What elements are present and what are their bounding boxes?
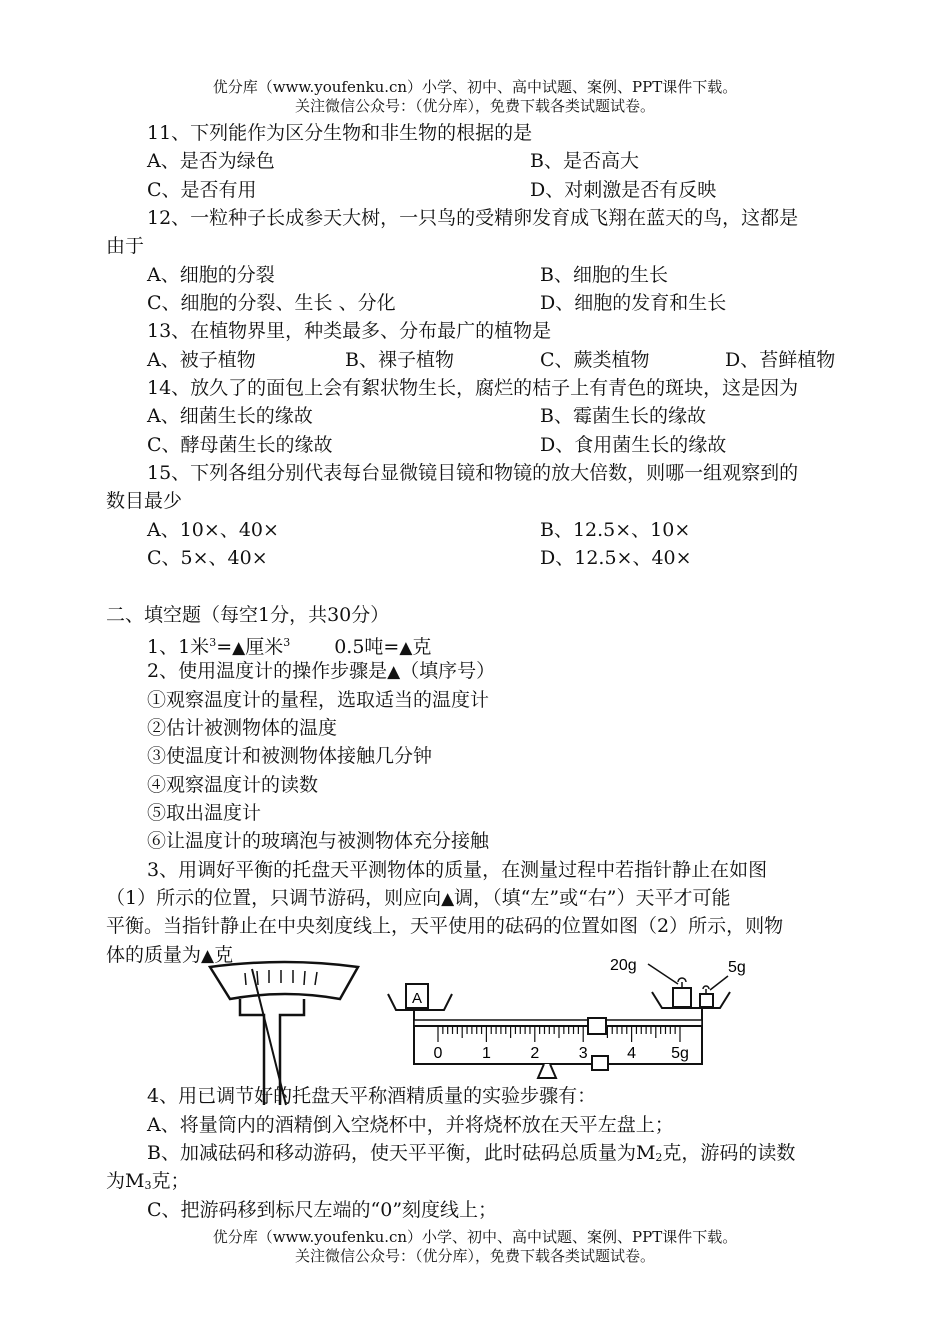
balance-scale-figure [380,952,746,1094]
fill4-step-c: C、把游码移到标尺左端的“0”刻度线上； [147,1199,498,1221]
label-20g: 20g [610,957,637,974]
answer-blank[interactable]: ▲ [201,946,215,966]
q13-stem: 13、在植物界里，种类最多、分布最广的植物是 [147,320,552,342]
answer-blank[interactable]: ▲ [232,638,246,658]
answer-blank[interactable]: ▲ [399,638,413,658]
q15-option-b: B、12.5×、10× [540,519,691,541]
scale-label: 1 [481,1045,491,1062]
q13-option-a: A、被子植物 [147,349,256,371]
pointer-dial-figure [200,955,370,1105]
answer-blank[interactable]: ▲ [387,662,401,682]
page-header-line1: 优分库（www.youfenku.cn）小学、初中、高中试题、案例、PPT课件下载。 [212,78,738,96]
q14-option-a: A、细菌生长的缘故 [147,405,313,427]
page-header-line2: 关注微信公众号：（优分库），免费下载各类试题试卷。 [294,97,655,115]
q11-option-b: B、是否高大 [530,150,639,172]
fill1-unit2: 克 [412,636,432,658]
q13-option-c: C、蕨类植物 [540,349,650,371]
q12-option-b: B、细胞的生长 [540,264,668,286]
fill2-step: ⑤取出温度计 [147,802,262,824]
q11-option-a: A、是否为绿色 [147,150,275,172]
fill1-part2: 0.5吨= [334,636,400,658]
page-footer-line2: 关注微信公众号：（优分库），免费下载各类试题试卷。 [294,1247,655,1265]
fill4-step-a: A、将量筒内的酒精倒入空烧杯中，并将烧杯放在天平左盘上； [147,1114,674,1136]
fill2-step: ④观察温度计的读数 [147,774,319,796]
scale-label: 4 [627,1045,637,1062]
scale-label: 0 [433,1045,443,1062]
q14-option-b: B、霉菌生长的缘故 [540,405,706,427]
q12-option-a: A、细胞的分裂 [147,264,275,286]
fill1-part1: 1、1米 [147,636,210,658]
q14-option-d: D、食用菌生长的缘故 [540,434,727,456]
fill2-step: ②估计被测物体的温度 [147,717,338,739]
fill4-stem: 4、用已调节好的托盘天平称酒精质量的实验步骤有： [147,1085,597,1107]
q12-stem-line2: 由于 [106,235,145,257]
weight-5g [700,994,713,1007]
q11-option-d: D、对刺激是否有反映 [530,179,717,201]
fill3-line2b: 调，（填“左”或“右”）天平才可能 [454,887,731,909]
q11-option-c: C、是否有用 [147,179,257,201]
fill1 [147,631,431,660]
q14-option-c: C、酵母菌生长的缘故 [147,434,333,456]
fill4-step-b-end: 克，游码的读数 [662,1142,796,1164]
label-5g: 5g [728,959,746,976]
fill4-m2-sub: 2 [655,1151,663,1164]
fill4-step-b2-text: 为M [106,1170,145,1192]
fulcrum [538,1064,556,1078]
fill1-unit1: 厘米 [245,636,284,658]
fill2-stem [147,659,495,684]
fill4-step-b2-end: 克； [151,1170,190,1192]
page-footer-line1: 优分库（www.youfenku.cn）小学、初中、高中试题、案例、PPT课件下载。 [212,1228,738,1246]
weight-20g [673,988,691,1007]
q12-option-c: C、细胞的分裂、生长 、分化 [147,292,396,314]
section2-title: 二、填空题（每空1分，共30分） [106,604,390,626]
fill3-line4b: 克 [214,944,234,966]
fill4-m3-sub: 3 [144,1179,152,1192]
rider-bottom [592,1056,608,1070]
q15-stem-line2: 数目最少 [106,490,183,512]
rider-top [588,1018,606,1034]
weight-5g-knob [703,986,709,994]
scale-label: 2 [530,1045,540,1062]
fill3-line4a: 体的质量为 [106,944,202,966]
weight-a-label: A [411,990,423,1007]
fill2-step: ①观察温度计的量程，选取适当的温度计 [147,689,490,711]
fill4-step-b [147,1141,795,1170]
fill2-stem-b: （填序号） [400,660,496,682]
q13-option-b: B、裸子植物 [345,349,454,371]
fill4-step-b-cont [106,1169,189,1198]
fill2-stem-a: 2、使用温度计的操作步骤是 [147,660,388,682]
answer-blank[interactable]: ▲ [441,889,455,909]
fill3-line3: 平衡。当指针静止在中央刻度线上，天平使用的砝码的位置如图（2）所示，则物 [106,915,784,937]
fill1-sup2: 3 [283,636,291,649]
fill1-eq: = [216,636,233,658]
q13-option-d: D、苔鲜植物 [725,349,836,371]
leader-5g [710,976,728,990]
q15-stem-line1: 15、下列各组分别代表每台显微镜目镜和物镜的放大倍数，则哪一组观察到的 [147,462,799,484]
q11-stem: 11、下列能作为区分生物和非生物的根据的是 [147,122,533,144]
scale-label: 3 [578,1045,588,1062]
q15-option-c: C、5×、40× [147,547,268,569]
fill3-line1: 3、用调好平衡的托盘天平测物体的质量，在测量过程中若指针静止在如图 [147,859,768,881]
fill2-step: ③使温度计和被测物体接触几分钟 [147,745,433,767]
q12-option-d: D、细胞的发育和生长 [540,292,727,314]
q14-stem: 14、放久了的面包上会有絮状物生长，腐烂的桔子上有青色的斑块，这是因为 [147,377,799,399]
fill3-line2a: （1）所示的位置，只调节游码，则应向 [106,887,442,909]
q15-option-a: A、10×、40× [147,519,279,541]
weight-20g-knob [678,978,686,988]
q15-option-d: D、12.5×、40× [540,547,692,569]
fill2-step: ⑥让温度计的玻璃泡与被测物体充分接触 [147,830,490,852]
q12-stem-line1: 12、一粒种子长成参天大树，一只鸟的受精卵发育成飞翔在蓝天的鸟，这都是 [147,207,799,229]
scale-label: 5g [671,1045,689,1062]
fill1-sup1: 3 [209,636,217,649]
fill3-line2 [106,886,731,911]
fill4-step-b-text: B、加减砝码和移动游码，使天平平衡，此时砝码总质量为M [147,1142,656,1164]
dial-face [210,962,358,999]
leader-20g [648,964,678,984]
